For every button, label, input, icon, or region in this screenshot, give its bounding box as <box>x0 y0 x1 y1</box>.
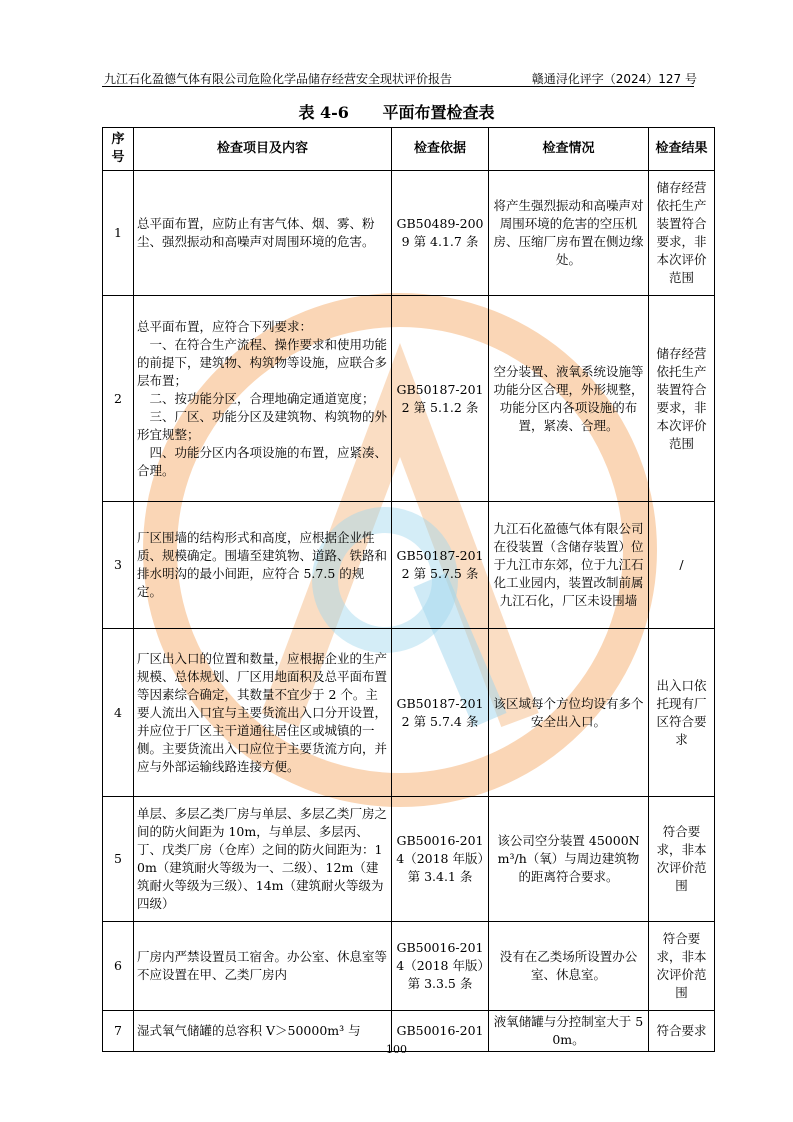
report-title-header: 九江石化盈德气体有限公司危险化学品储存经营安全现状评价报告 <box>104 72 453 86</box>
row-content: 厂区出入口的位置和数量，应根据企业的生产规模、总体规划、厂区用地面积及总平面布置等因素综合确定，其数量不宜少于 2 个。主要人流出入口宜与主要货流出入口分开设置，并应位于厂区主干道通往居住区或城镇的一侧。主要货流出入口应位于主要货流方向，并应与外部运输线路连接方便。 <box>134 629 392 797</box>
table-row <box>103 296 715 502</box>
row-basis: GB50016-201 <box>392 1011 489 1052</box>
row-basis: GB50016-2014（2018 年版）第 3.4.1 条 <box>392 797 489 922</box>
row-situation: 九江石化盈德气体有限公司在役装置（含储存装置）位于九江市东郊，位于九江石化工业园内，装置改制前属九江石化，厂区未设围墙 <box>489 502 649 629</box>
row-no: 6 <box>103 922 134 1011</box>
row-content: 单层、多层乙类厂房与单层、多层乙类厂房之间的防火间距为 10m，与单层、多层丙、丁、戊类厂房（仓库）之间的防火间距为：10m（建筑耐火等级为一、二级）、12m（建筑耐火等级为三级）、14m（建筑耐火等级为四级） <box>134 797 392 922</box>
row-content: 厂区围墙的结构形式和高度，应根据企业性质、规模确定。围墙至建筑物、道路、铁路和排水明沟的最小间距，应符合 5.7.5 的规定。 <box>134 502 392 629</box>
row-basis: GB50187-2012 第 5.7.5 条 <box>392 502 489 629</box>
table-row <box>103 502 715 629</box>
header-basis: 检查依据 <box>392 128 489 171</box>
header-situation: 检查情况 <box>489 128 649 171</box>
table-header-row <box>103 128 715 171</box>
row-no: 5 <box>103 797 134 922</box>
header-no: 序号 <box>103 128 134 171</box>
row-no: 1 <box>103 171 134 296</box>
table-row <box>103 171 715 296</box>
row-no: 4 <box>103 629 134 797</box>
layout-inspection-table <box>102 127 715 1052</box>
row-result: 符合要求，非本次评价范围 <box>649 797 715 922</box>
row-situation: 没有在乙类场所设置办公室、休息室。 <box>489 922 649 1011</box>
row-situation: 液氧储罐与分控制室大于 50m。 <box>489 1011 649 1052</box>
row-basis: GB50187-2012 第 5.7.4 条 <box>392 629 489 797</box>
row-result: / <box>649 502 715 629</box>
row-result: 出入口依托现有厂区符合要求 <box>649 629 715 797</box>
table-name: 平面布置检查表 <box>382 103 495 122</box>
row-situation: 空分装置、液氧系统设施等功能分区合理，外形规整，功能分区内各项设施的布置，紧凑、合理。 <box>489 296 649 502</box>
row-basis: GB50489-2009 第 4.1.7 条 <box>392 171 489 296</box>
row-no: 3 <box>103 502 134 629</box>
table-row <box>103 797 715 922</box>
row-situation: 该区域每个方位均设有多个安全出入口。 <box>489 629 649 797</box>
header-result: 检查结果 <box>649 128 715 171</box>
row-content: 总平面布置，应防止有害气体、烟、雾、粉尘、强烈振动和高噪声对周围环境的危害。 <box>134 171 392 296</box>
row-result: 符合要求 <box>649 1011 715 1052</box>
row-no: 7 <box>103 1011 134 1052</box>
table-row <box>103 629 715 797</box>
row-result: 储存经营依托生产装置符合要求，非本次评价范围 <box>649 296 715 502</box>
header-content: 检查项目及内容 <box>134 128 392 171</box>
row-content: 湿式氧气储罐的总容积 V＞50000m³ 与 <box>134 1011 392 1052</box>
row-basis: GB50016-2014（2018 年版）第 3.3.5 条 <box>392 922 489 1011</box>
row-no: 2 <box>103 296 134 502</box>
row-situation: 该公司空分装置 45000Nm³/h（氧）与周边建筑物的距离符合要求。 <box>489 797 649 922</box>
table-title <box>0 100 793 123</box>
row-content: 厂房内严禁设置员工宿舍。办公室、休息室等不应设置在甲、乙类厂房内 <box>134 922 392 1011</box>
table-number: 表 4-6 <box>298 103 349 122</box>
row-result: 符合要求，非本次评价范围 <box>649 922 715 1011</box>
row-result: 储存经营依托生产装置符合要求，非本次评价范围 <box>649 171 715 296</box>
table-row <box>103 922 715 1011</box>
row-situation: 将产生强烈振动和高噪声对周围环境的危害的空压机房、压缩厂房布置在侧边缘处。 <box>489 171 649 296</box>
report-number: 赣通浔化评字（2024）127 号 <box>531 72 697 86</box>
page-number: 100 <box>386 1043 407 1056</box>
header-divider <box>102 86 694 87</box>
row-content: 总平面布置，应符合下列要求： 一、在符合生产流程、操作要求和使用功能的前提下，建筑物、构筑物等设施，应联合多层布置； 二、按功能分区，合理地确定通道宽度； 三、厂区、功能分区及建筑物、构筑物的外形宜规整； 四、功能分区内各项设施的布置，应紧凑、合理。 <box>134 296 392 502</box>
row-basis: GB50187-2012 第 5.1.2 条 <box>392 296 489 502</box>
